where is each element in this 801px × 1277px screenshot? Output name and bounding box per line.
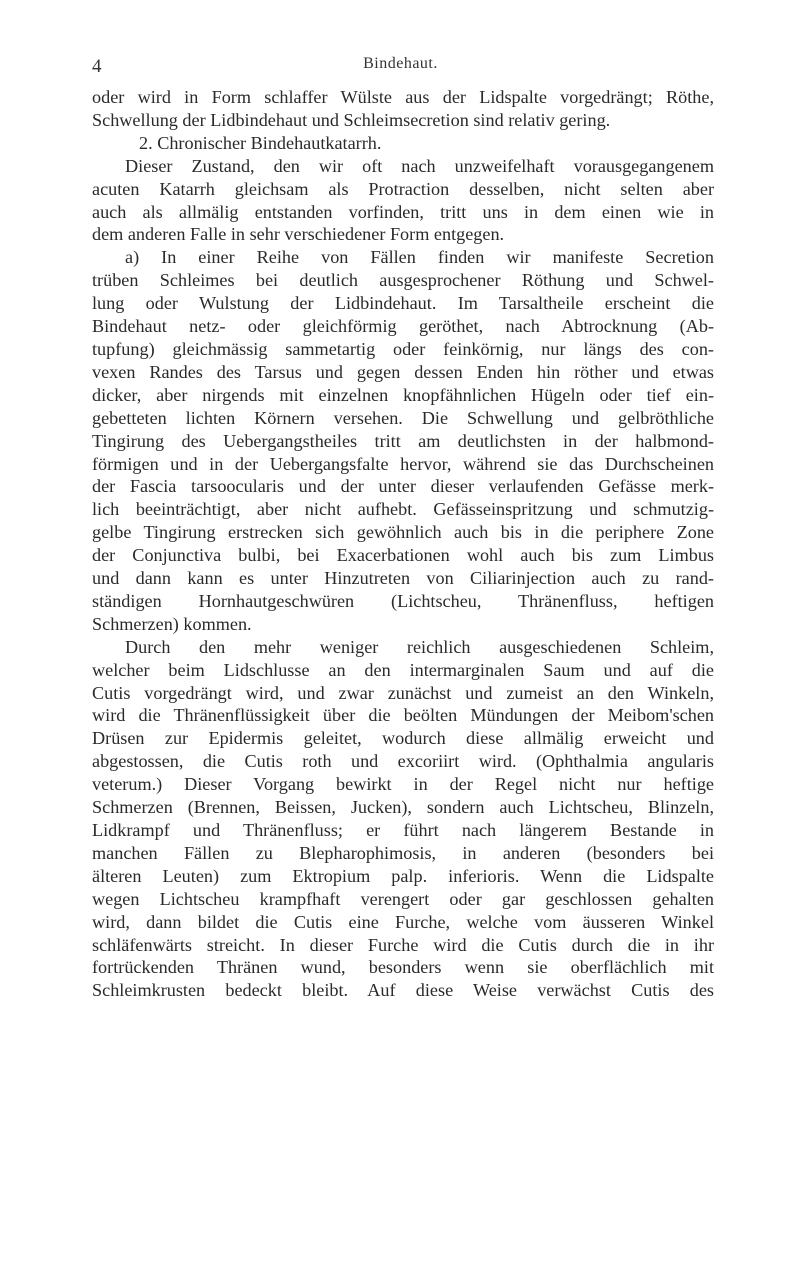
text-line: Schwellung der Lidbindehaut und Schleimsecretion sind relativ gering. [92,109,611,130]
text-line: Schleimkrusten bedeckt bleibt. Auf diese Weise verwächst Cutis des [92,980,714,1001]
text-line: lung oder Wulstung der Lidbindehaut. Im Tarsaltheile erscheint die [92,293,714,314]
running-head: Bindehaut. [363,55,438,72]
text-line: veterum.) Dieser Vorgang bewirkt in der Regel nicht nur heftige [92,774,714,795]
text-line: förmigen und in der Uebergangsfalte hervor, während sie das Durchscheinen [92,453,714,474]
text-line: Tingirung des Uebergangstheiles tritt am deutlichsten in der halbmond- [92,430,714,451]
text-line: Cutis vorgedrängt wird, und zwar zunächst und zumeist an den Winkeln, [92,682,714,703]
text-line: gelbe Tingirung erstrecken sich gewöhnlich auch bis in die periphere Zone [92,522,714,543]
text-line: Durch den mehr weniger reichlich ausgeschiedenen Schleim, [125,636,714,657]
text-line: 2. Chronischer Bindehautkatarrh. [139,132,382,153]
text-line: Dieser Zustand, den wir oft nach unzweifelhaft vorausgegangenem [125,155,714,176]
text-line: manchen Fällen zu Blepharophimosis, in anderen (besonders bei [92,842,714,863]
text-line: auch als allmälig entstanden vorfinden, tritt uns in dem einen wie in [92,201,714,222]
text-line: a) In einer Reihe von Fällen finden wir manifeste Secretion [125,247,714,268]
text-line: Schmerzen (Brennen, Beissen, Jucken), sondern auch Lichtscheu, Blinzeln, [92,797,714,818]
text-line: Drüsen zur Epidermis geleitet, wodurch diese allmälig erweicht und [92,728,714,749]
text-line: tupfung) gleichmässig sammetartig oder feinkörnig, nur längs des con- [92,338,714,359]
text-line: trüben Schleimes bei deutlich ausgesprochener Röthung und Schwel- [92,270,714,291]
text-line: fortrückenden Thränen wund, besonders wenn sie oberflächlich mit [92,957,714,978]
text-line: lich beeinträchtigt, aber nicht aufhebt. Gefässeinspritzung und schmutzig- [92,499,714,520]
text-line: wird, dann bildet die Cutis eine Furche, welche vom äusseren Winkel [92,911,714,932]
text-line: wird die Thränenflüssigkeit über die beölten Mündungen der Meibom'schen [92,705,714,726]
text-line: acuten Katarrh gleichsam als Protraction desselben, nicht selten aber [92,178,714,199]
text-line: wegen Lichtscheu krampfhaft verengert oder gar geschlossen gehalten [92,888,714,909]
text-line: und dann kann es unter Hinzutreten von Ciliarinjection auch zu rand- [92,568,714,589]
text-line: Schmerzen) kommen. [92,613,252,634]
text-line: dicker, aber nirgends mit einzelnen knopfähnlichen Hügeln oder tief ein- [92,384,714,405]
body-text [92,86,714,1002]
text-line: Lidkrampf und Thränenfluss; er führt nach längerem Bestande in [92,820,714,840]
text-line: schläfenwärts streicht. In dieser Furche wird die Cutis durch die in ihr [92,934,714,955]
text-line: dem anderen Falle in sehr verschiedener Form entgegen. [92,224,505,245]
text-line: der Fascia tarsoocularis und der unter dieser verlaufenden Gefässe merk- [92,476,714,497]
page-number: 4 [92,56,102,77]
text-line: ständigen Hornhautgeschwüren (Lichtscheu, Thränenfluss, heftigen [92,590,714,611]
text-line: welcher beim Lidschlusse an den intermarginalen Saum und auf die [92,659,714,680]
text-line: oder wird in Form schlaffer Wülste aus der Lidspalte vorgedrängt; Röthe, [92,87,714,107]
text-line: vexen Randes des Tarsus und gegen dessen Enden hin röther und etwas [92,361,714,382]
text-line: abgestossen, die Cutis roth und excoriirt wird. (Ophthalmia angularis [92,751,714,772]
text-line: gebetteten lichten Körnern versehen. Die Schwellung und gelbröthliche [92,407,714,428]
text-line: Bindehaut netz- oder gleichförmig geröthet, nach Abtrocknung (Ab- [92,316,714,337]
text-line: älteren Leuten) zum Ektropium palp. inferioris. Wenn die Lidspalte [92,865,714,886]
text-line: der Conjunctiva bulbi, bei Exacerbationen wohl auch bis zum Limbus [92,545,714,566]
